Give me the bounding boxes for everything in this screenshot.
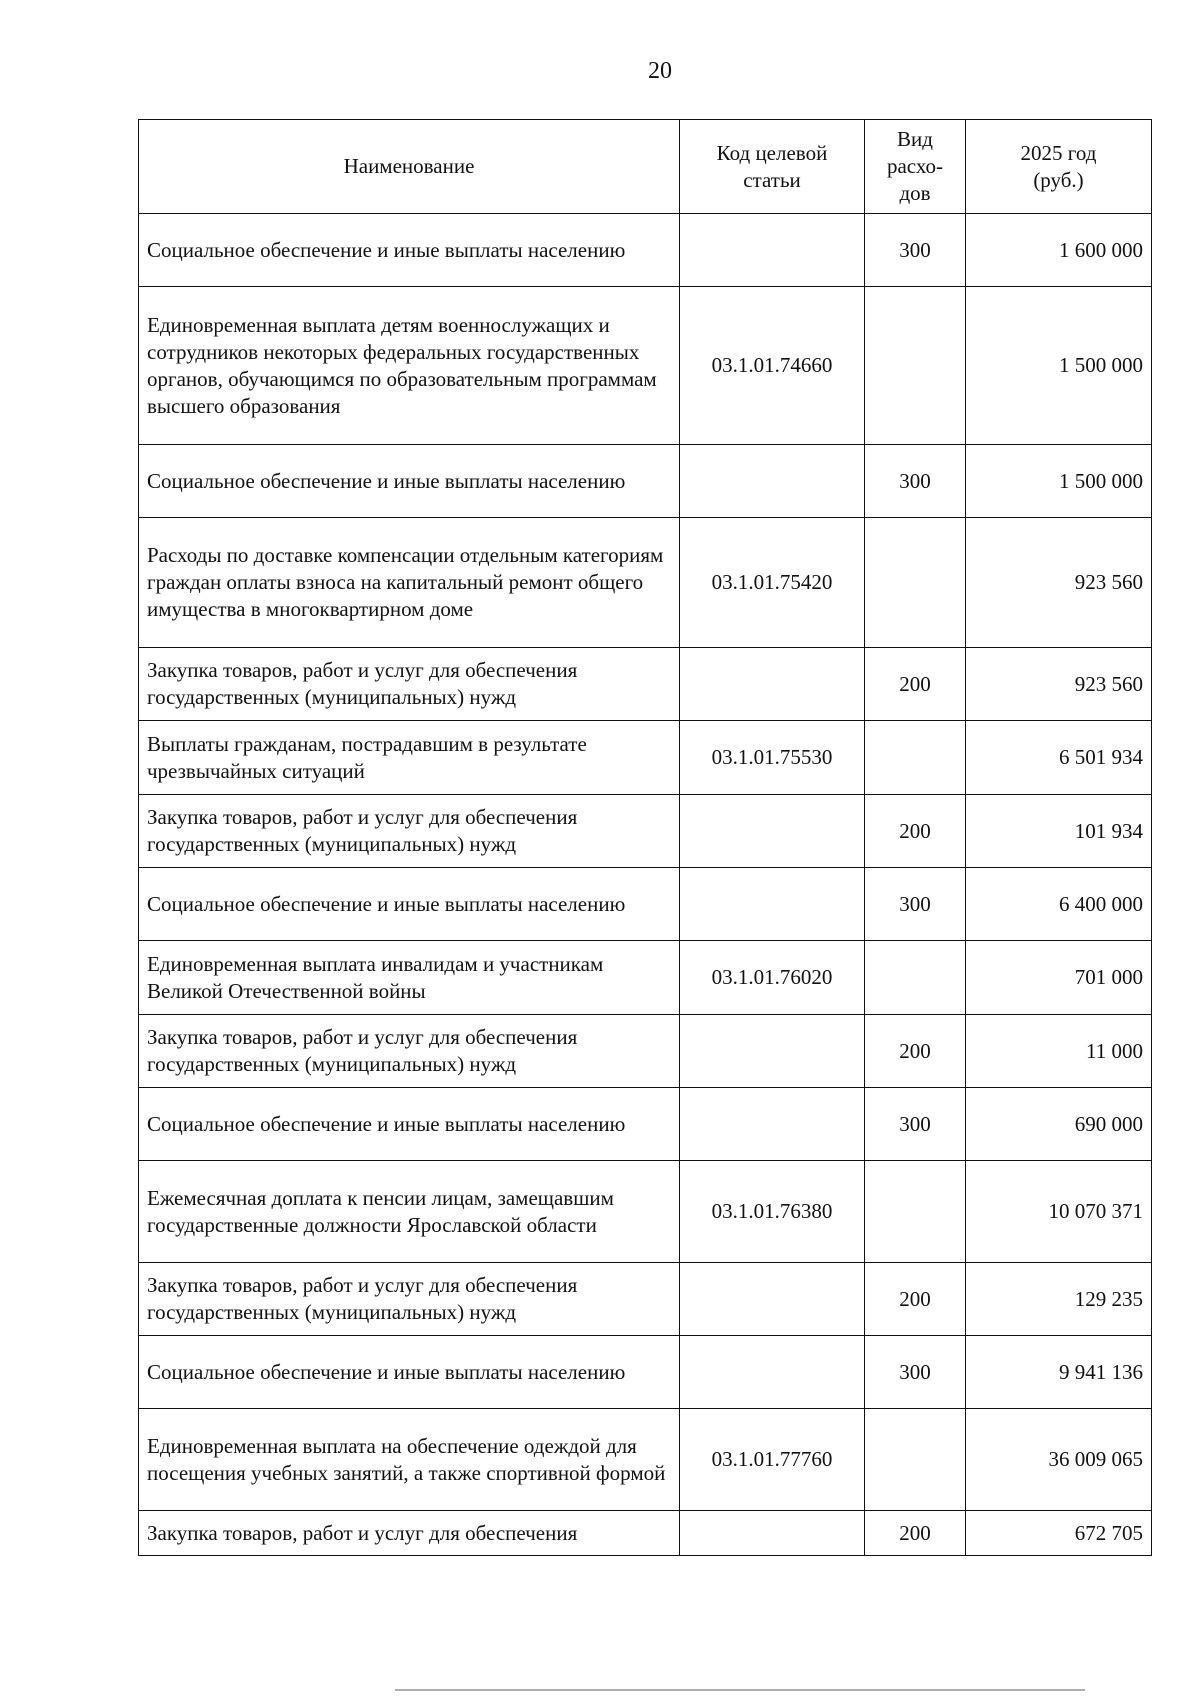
budget-table (138, 119, 1152, 1556)
row-name: Социальное обеспечение и иные выплаты населению (139, 1088, 680, 1161)
row-name: Единовременная выплата на обеспечение одеждой для посещения учебных занятий, а также спортивной формой (139, 1409, 680, 1511)
row-code (680, 1511, 865, 1556)
table-header-row (139, 120, 1152, 214)
row-amount: 1 600 000 (966, 214, 1152, 287)
row-name: Закупка товаров, работ и услуг для обеспечения государственных (муниципальных) нужд (139, 1263, 680, 1336)
row-name: Социальное обеспечение и иные выплаты населению (139, 1336, 680, 1409)
row-code (680, 868, 865, 941)
row-amount: 6 400 000 (966, 868, 1152, 941)
row-type: 200 (865, 1015, 966, 1088)
row-amount: 129 235 (966, 1263, 1152, 1336)
header-type: Вид расхо-дов (865, 120, 966, 214)
table-row (139, 1336, 1152, 1409)
table-row (139, 1088, 1152, 1161)
row-type: 300 (865, 868, 966, 941)
row-type (865, 1161, 966, 1263)
table-row (139, 648, 1152, 721)
row-name: Ежемесячная доплата к пенсии лицам, замещавшим государственные должности Ярославской области (139, 1161, 680, 1263)
row-name: Социальное обеспечение и иные выплаты населению (139, 445, 680, 518)
table-row (139, 445, 1152, 518)
row-amount: 701 000 (966, 941, 1152, 1015)
row-amount: 923 560 (966, 648, 1152, 721)
header-amount: 2025 год (руб.) (966, 120, 1152, 214)
row-name: Социальное обеспечение и иные выплаты населению (139, 868, 680, 941)
row-type: 300 (865, 445, 966, 518)
row-amount: 1 500 000 (966, 287, 1152, 445)
page-number: 20 (648, 58, 672, 84)
row-type (865, 941, 966, 1015)
row-code (680, 795, 865, 868)
row-name: Закупка товаров, работ и услуг для обеспечения государственных (муниципальных) нужд (139, 795, 680, 868)
table-row (139, 1015, 1152, 1088)
row-amount: 10 070 371 (966, 1161, 1152, 1263)
row-name: Закупка товаров, работ и услуг для обеспечения (139, 1511, 680, 1556)
table-row (139, 721, 1152, 795)
row-code (680, 214, 865, 287)
row-code: 03.1.01.74660 (680, 287, 865, 445)
row-code (680, 1088, 865, 1161)
row-amount: 11 000 (966, 1015, 1152, 1088)
table-row (139, 1511, 1152, 1556)
header-name: Наименование (139, 120, 680, 214)
row-amount: 36 009 065 (966, 1409, 1152, 1511)
row-name: Закупка товаров, работ и услуг для обеспечения государственных (муниципальных) нужд (139, 648, 680, 721)
scan-edge-line (395, 1689, 1085, 1691)
table-row (139, 795, 1152, 868)
row-code (680, 1336, 865, 1409)
row-code: 03.1.01.75420 (680, 518, 865, 648)
row-name: Выплаты гражданам, пострадавшим в результате чрезвычайных ситуаций (139, 721, 680, 795)
row-code (680, 1015, 865, 1088)
table-body (139, 214, 1152, 1556)
row-type: 200 (865, 1263, 966, 1336)
row-type: 300 (865, 1336, 966, 1409)
row-amount: 923 560 (966, 518, 1152, 648)
row-type (865, 518, 966, 648)
row-code (680, 445, 865, 518)
row-code: 03.1.01.76380 (680, 1161, 865, 1263)
row-amount: 6 501 934 (966, 721, 1152, 795)
row-type (865, 1409, 966, 1511)
table-row (139, 941, 1152, 1015)
row-code: 03.1.01.77760 (680, 1409, 865, 1511)
row-name: Социальное обеспечение и иные выплаты населению (139, 214, 680, 287)
row-type: 200 (865, 648, 966, 721)
table-row (139, 214, 1152, 287)
table-row (139, 1263, 1152, 1336)
table-row (139, 1161, 1152, 1263)
row-amount: 9 941 136 (966, 1336, 1152, 1409)
row-code: 03.1.01.75530 (680, 721, 865, 795)
row-type: 300 (865, 214, 966, 287)
table-row (139, 287, 1152, 445)
row-code (680, 648, 865, 721)
table-row (139, 518, 1152, 648)
header-code: Код целевой статьи (680, 120, 865, 214)
row-amount: 690 000 (966, 1088, 1152, 1161)
row-name: Единовременная выплата инвалидам и участникам Великой Отечественной войны (139, 941, 680, 1015)
row-amount: 672 705 (966, 1511, 1152, 1556)
row-type: 200 (865, 1511, 966, 1556)
row-code: 03.1.01.76020 (680, 941, 865, 1015)
row-type (865, 287, 966, 445)
table-row (139, 1409, 1152, 1511)
table-row (139, 868, 1152, 941)
row-name: Закупка товаров, работ и услуг для обеспечения государственных (муниципальных) нужд (139, 1015, 680, 1088)
row-amount: 101 934 (966, 795, 1152, 868)
row-type (865, 721, 966, 795)
row-name: Расходы по доставке компенсации отдельным категориям граждан оплаты взноса на капитальный ремонт общего имущества в многоквартирном доме (139, 518, 680, 648)
row-type: 200 (865, 795, 966, 868)
row-amount: 1 500 000 (966, 445, 1152, 518)
row-code (680, 1263, 865, 1336)
row-type: 300 (865, 1088, 966, 1161)
row-name: Единовременная выплата детям военнослужащих и сотрудников некоторых федеральных государственных органов, обучающимся по образовательным программам высшего образования (139, 287, 680, 445)
